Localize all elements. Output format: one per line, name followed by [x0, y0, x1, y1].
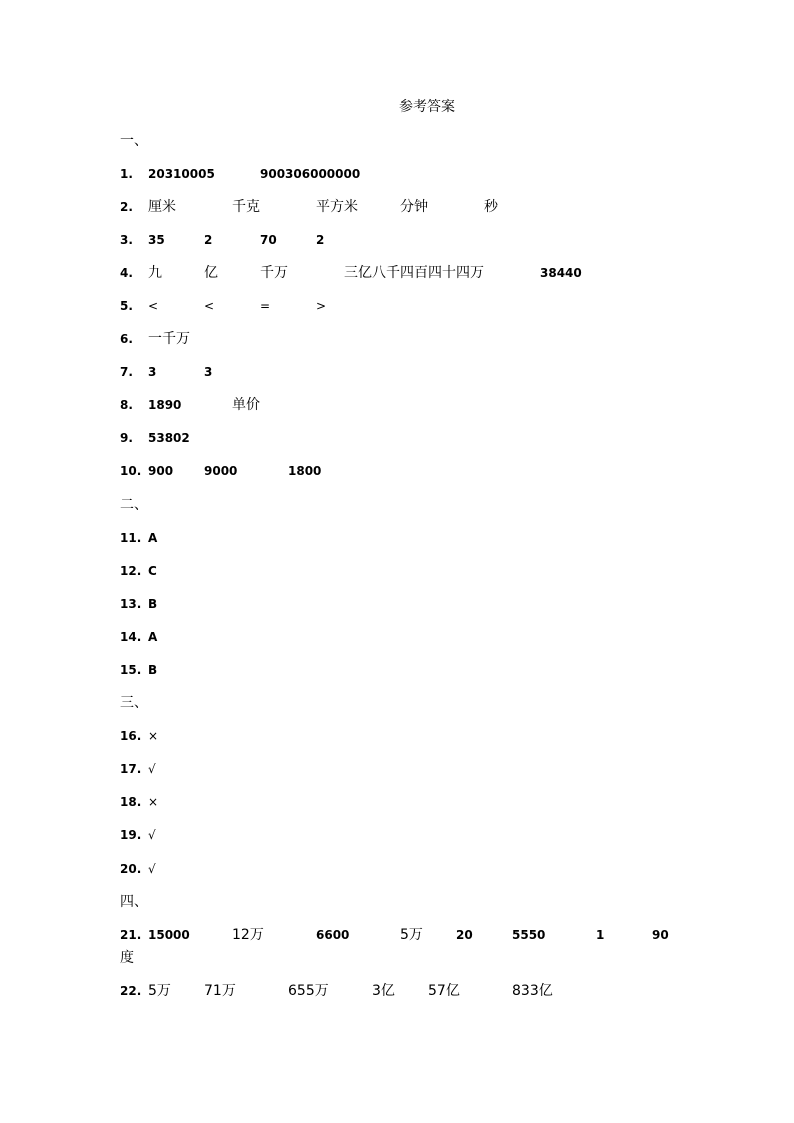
answer-row-18: [0, 792, 794, 812]
answer: 57亿: [428, 983, 460, 999]
answer: √: [148, 862, 156, 876]
answer: 3: [148, 365, 157, 379]
answer: 2: [204, 233, 213, 247]
answer-row-10: [0, 461, 794, 481]
section-label: 四、: [120, 894, 148, 910]
answer-wrap: 度: [120, 950, 134, 966]
section-heading: [0, 892, 794, 912]
question-number: 1.: [120, 167, 133, 181]
answer-row-4: [0, 263, 794, 283]
answer-row-14: [0, 627, 794, 647]
answer: 38440: [540, 266, 582, 280]
answer: 12万: [232, 927, 264, 943]
answer: A: [148, 630, 158, 644]
answer: 单价: [232, 397, 260, 413]
answer: √: [148, 828, 156, 842]
question-number: 3.: [120, 233, 133, 247]
answer: 5万: [400, 927, 423, 943]
answer-row-12: [0, 561, 794, 581]
answer-row-16: [0, 726, 794, 746]
answer: 1800: [288, 464, 322, 478]
answer-row-21: [0, 925, 794, 945]
answer-row-20: [0, 859, 794, 879]
answer-row-17: [0, 759, 794, 779]
question-number: 10.: [120, 464, 142, 478]
answer: 3亿: [372, 983, 395, 999]
answer-row-5: [0, 296, 794, 316]
question-number: 21.: [120, 928, 142, 942]
answer: 5550: [512, 928, 546, 942]
answer-row-6: [0, 329, 794, 349]
answer-row-9: [0, 428, 794, 448]
answer: 千克: [232, 199, 260, 215]
question-number: 22.: [120, 984, 142, 998]
question-number: 4.: [120, 266, 133, 280]
answer: 53802: [148, 431, 190, 445]
answer: 20310005: [148, 167, 215, 181]
answer-row-19: [0, 825, 794, 845]
section-heading: [0, 131, 794, 151]
answer-row-13: [0, 594, 794, 614]
answer: 655万: [288, 983, 329, 999]
answer: 千万: [260, 265, 288, 281]
answer: 6600: [316, 928, 350, 942]
answer: 833亿: [512, 983, 553, 999]
answer-row-1: [0, 164, 794, 184]
answer: <: [148, 299, 159, 313]
answer-row-11: [0, 528, 794, 548]
question-number: 6.: [120, 332, 133, 346]
section-heading: [0, 495, 794, 515]
answer: B: [148, 663, 158, 677]
answer: C: [148, 564, 157, 578]
question-number: 19.: [120, 828, 142, 842]
question-number: 16.: [120, 729, 142, 743]
answer: 亿: [204, 265, 218, 281]
page-title: 参考答案: [399, 99, 455, 115]
answer-row-2: [0, 197, 794, 217]
answer: 9000: [204, 464, 238, 478]
answer: 90: [652, 928, 669, 942]
question-number: 12.: [120, 564, 142, 578]
section-label: 二、: [120, 497, 148, 513]
answer: √: [148, 762, 156, 776]
answer: 5万: [148, 983, 171, 999]
question-number: 17.: [120, 762, 142, 776]
answer-row-21-wrap: [0, 948, 794, 968]
question-number: 7.: [120, 365, 133, 379]
answer: 71万: [204, 983, 236, 999]
answer: 900306000000: [260, 167, 361, 181]
question-number: 11.: [120, 531, 142, 545]
answer: >: [316, 299, 327, 313]
answer: ×: [148, 729, 159, 743]
question-number: 5.: [120, 299, 133, 313]
answer: 三亿八千四百四十四万: [344, 265, 484, 281]
answer: 3: [204, 365, 213, 379]
section-label: 三、: [120, 695, 148, 711]
question-number: 13.: [120, 597, 142, 611]
answer: <: [204, 299, 215, 313]
answer-row-15: [0, 660, 794, 680]
answer: 1890: [148, 398, 182, 412]
section-heading: [0, 693, 794, 713]
answer-row-22: [0, 981, 794, 1001]
answer: 厘米: [148, 199, 176, 215]
section-label: 一、: [120, 133, 148, 149]
answer: 15000: [148, 928, 190, 942]
answer-row-3: [0, 230, 794, 250]
answer: 70: [260, 233, 277, 247]
answer: 分钟: [400, 199, 428, 215]
answer: 2: [316, 233, 325, 247]
answer: A: [148, 531, 158, 545]
question-number: 8.: [120, 398, 133, 412]
question-number: 9.: [120, 431, 133, 445]
answer: =: [260, 299, 271, 313]
question-number: 18.: [120, 795, 142, 809]
answer: 一千万: [148, 331, 190, 347]
answer: 20: [456, 928, 473, 942]
answer: 35: [148, 233, 165, 247]
question-number: 14.: [120, 630, 142, 644]
question-number: 2.: [120, 200, 133, 214]
answer-row-7: [0, 362, 794, 382]
answer: 900: [148, 464, 174, 478]
answer: ×: [148, 795, 159, 809]
answer: 1: [596, 928, 605, 942]
answer: 平方米: [316, 199, 358, 215]
answer-row-8: [0, 395, 794, 415]
answer: 秒: [484, 199, 498, 215]
question-number: 15.: [120, 663, 142, 677]
question-number: 20.: [120, 862, 142, 876]
answer: B: [148, 597, 158, 611]
answer: 九: [148, 265, 162, 281]
